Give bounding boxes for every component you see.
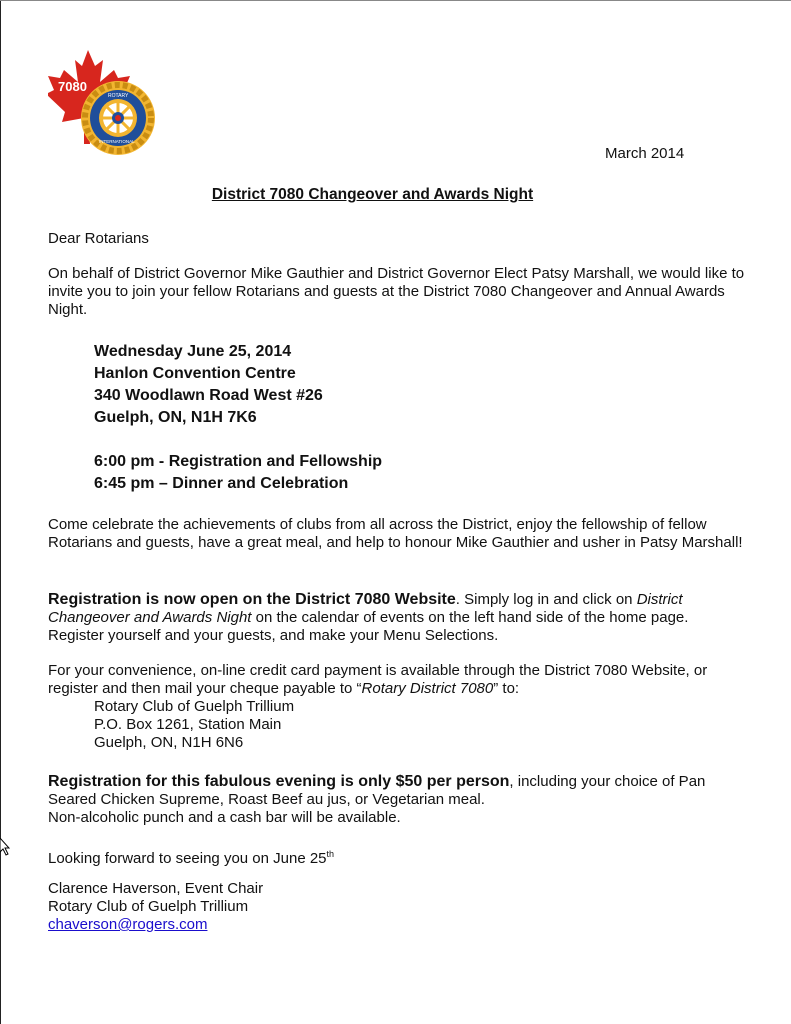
logo-badge-text: 7080 [58, 79, 87, 94]
letter-date: March 2014 [605, 145, 685, 162]
mailing-address-line-2: P.O. Box 1261, Station Main [94, 716, 282, 733]
greeting: Dear Rotarians [48, 230, 149, 247]
payment-payee: Rotary District 7080 [361, 680, 494, 697]
intro-paragraph: On behalf of District Governor Mike Gauthier and District Governor Elect Patsy Marshall, we would like to invite you to join your fellow Rotarians and guests at the District 7080 Changeover and Annual Awards Night. [48, 265, 745, 318]
mailing-address-line-3: Guelph, ON, N1H 6N6 [94, 734, 244, 751]
time-dinner: 6:45 pm – Dinner and Celebration [94, 475, 349, 492]
event-city: Guelph, ON, N1H 7K6 [94, 409, 257, 426]
closing-text: Looking forward to seeing you on June 25 [48, 850, 327, 867]
closing-superscript: th [326, 849, 335, 859]
event-venue: Hanlon Convention Centre [94, 365, 296, 382]
registration-lead: Registration is now open on the District 7080 Website [48, 591, 456, 608]
logo-ring-top-text: ROTARY [108, 93, 129, 99]
payment-text-before: For your convenience, on-line credit card payment is available through the District 7080 Website, or register and then mail your cheque payable to “ [48, 662, 708, 697]
event-date: Wednesday June 25, 2014 [94, 343, 292, 360]
mouse-pointer-icon [0, 838, 10, 856]
signature-email-link[interactable]: chaverson@rogers.com [48, 916, 208, 933]
signature-block [48, 880, 263, 934]
page-edge-top [0, 0, 791, 1]
registration-link-text: District Changeover and Awards Night [48, 591, 683, 626]
closing-line [48, 845, 334, 868]
letter-title: District 7080 Changeover and Awards Night [211, 186, 534, 203]
event-details [94, 341, 323, 429]
signature-name: Clarence Haverson, Event Chair [48, 880, 264, 897]
event-schedule [94, 451, 382, 495]
price-rest: , including your choice of Pan Seared Chicken Supreme, Roast Beef au jus, or Vegetarian meal. [48, 773, 706, 808]
mailing-address-line-1: Rotary Club of Guelph Trillium [94, 698, 295, 715]
page-edge-left [0, 0, 1, 1024]
event-street: 340 Woodlawn Road West #26 [94, 387, 323, 404]
registration-rest: on the calendar of events on the left hand side of the home page. Register yourself and your guests, and make your Menu Selections. [48, 609, 689, 644]
celebrate-paragraph: Come celebrate the achievements of clubs from all across the District, enjoy the fellowship of fellow Rotarians and guests, have a great meal, and help to honour Mike Gauthier and usher in Patsy Marshall! [48, 516, 743, 551]
registration-after-lead: . Simply log in and click on [455, 591, 637, 608]
price-lead: Registration for this fabulous evening is only $50 per person [48, 773, 510, 790]
rotary-7080-logo [48, 48, 158, 158]
payment-text-after: ” to: [493, 680, 520, 697]
payment-text [48, 662, 748, 698]
price-paragraph [48, 773, 748, 827]
price-drinks: Non-alcoholic punch and a cash bar will be available. [48, 809, 401, 826]
registration-paragraph [48, 591, 748, 645]
payment-paragraph [48, 662, 748, 752]
time-registration: 6:00 pm - Registration and Fellowship [94, 453, 383, 470]
signature-club: Rotary Club of Guelph Trillium [48, 898, 249, 915]
logo-ring-bottom-text: INTERNATIONAL [99, 139, 135, 144]
rotary-wheel-icon [81, 81, 155, 155]
